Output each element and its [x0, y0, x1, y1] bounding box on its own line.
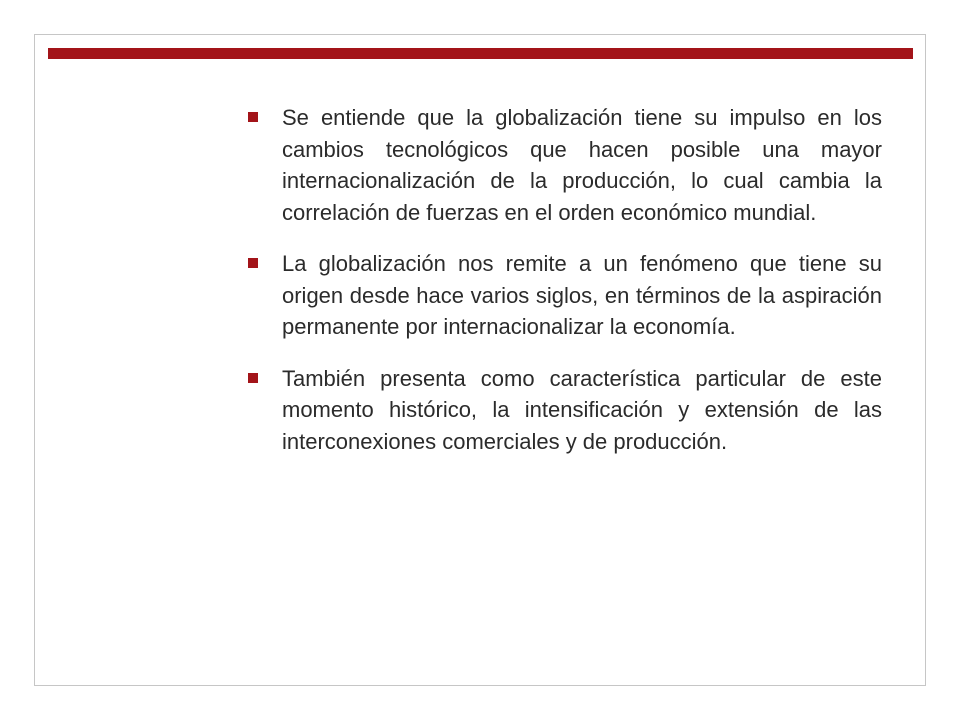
header-accent-bar	[48, 48, 913, 59]
bullet-item	[248, 102, 882, 228]
bullet-text: La globalización nos remite a un fenómeno que tiene su origen desde hace varios siglos, en términos de la aspiración permanente por internacionalizar la economía.	[282, 251, 882, 339]
square-bullet-icon	[248, 258, 258, 268]
bullet-text: Se entiende que la globalización tiene su impulso en los cambios tecnológicos que hacen posible una mayor internacionalización de la producción, lo cual cambia la correlación de fuerzas en el orden económico mundial.	[282, 105, 882, 225]
square-bullet-icon	[248, 112, 258, 122]
bullet-item	[248, 248, 882, 343]
bullet-list	[248, 102, 882, 477]
bullet-text: También presenta como característica particular de este momento histórico, la intensificación y extensión de las interconexiones comerciales y de producción.	[282, 365, 882, 454]
square-bullet-icon	[248, 373, 258, 383]
bullet-item	[248, 363, 882, 458]
